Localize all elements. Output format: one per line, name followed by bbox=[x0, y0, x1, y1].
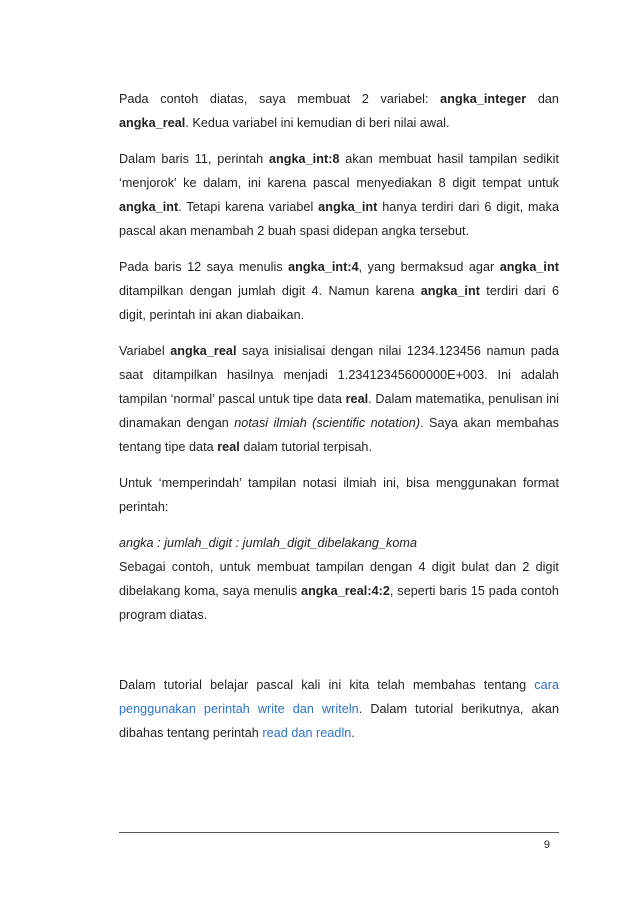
text-run: . Saya akan membahas tentang tipe data bbox=[119, 416, 560, 454]
text-run: saya inisialisai dengan nilai 1234.123456 namun pada saat ditampilkan hasilnya menjadi 1.23412345600000E+003. Ini adalah tampilan ‘normal’ pascal untuk tipe data bbox=[119, 344, 559, 406]
paragraph-line-11 bbox=[119, 147, 559, 243]
text-run: akan membuat hasil tampilan sedikit ‘menjorok’ ke dalam, ini karena pascal menyediakan 8 digit tempat untuk bbox=[119, 152, 559, 190]
document-body bbox=[119, 87, 559, 757]
code-term: angka_integer bbox=[440, 92, 527, 106]
text-run: Pada contoh diatas, saya membuat 2 variabel: bbox=[119, 92, 441, 106]
text-run: . Kedua variabel ini kemudian di beri nilai awal. bbox=[185, 116, 450, 130]
text-run: terdiri dari 6 digit, perintah ini akan diabaikan. bbox=[119, 284, 559, 322]
text-run: dalam tutorial terpisah. bbox=[239, 440, 372, 454]
code-term: angka_int bbox=[499, 260, 559, 274]
paragraph-format-syntax bbox=[119, 531, 559, 555]
text-run: dan bbox=[526, 92, 559, 106]
code-term: real bbox=[217, 440, 240, 454]
code-term: angka_real bbox=[170, 344, 237, 358]
text-run: Variabel bbox=[119, 344, 171, 358]
text-run: . Tetapi karena variabel bbox=[178, 200, 319, 214]
paragraph-variables bbox=[119, 87, 559, 135]
italic-term: notasi ilmiah (scientific notation) bbox=[234, 416, 421, 430]
code-term: angka_int bbox=[318, 200, 378, 214]
link-write-writeln[interactable]: cara penggunakan perintah write dan writeln bbox=[119, 678, 559, 716]
text-run: Pada baris 12 saya menulis bbox=[119, 260, 289, 274]
code-term: angka_int bbox=[420, 284, 480, 298]
code-term: angka_int bbox=[119, 200, 179, 214]
paragraph-closing bbox=[119, 673, 559, 745]
paragraph-real-variable bbox=[119, 339, 559, 459]
page-number: 9 bbox=[543, 839, 550, 851]
code-term: angka_int:4 bbox=[288, 260, 359, 274]
code-term: real bbox=[345, 392, 369, 406]
text-run: , yang bermaksud agar bbox=[358, 260, 500, 274]
link-read-readln[interactable]: read dan readln bbox=[262, 726, 352, 740]
format-syntax: angka : jumlah_digit : jumlah_digit_dibelakang_koma bbox=[119, 536, 417, 550]
code-term: angka_int:8 bbox=[268, 152, 340, 166]
text-run: ditampilkan dengan jumlah digit 4. Namun karena bbox=[119, 284, 421, 298]
paragraph-example bbox=[119, 555, 559, 627]
text-run: , seperti baris 15 pada contoh program diatas. bbox=[119, 584, 559, 622]
text-run: Untuk ‘memperindah’ tampilan notasi ilmiah ini, bisa menggunakan format perintah: bbox=[119, 476, 559, 514]
code-term: angka_real bbox=[119, 116, 186, 130]
text-run: Dalam tutorial belajar pascal kali ini kita telah membahas tentang bbox=[119, 678, 535, 692]
footer-divider bbox=[119, 832, 559, 833]
text-run: . bbox=[351, 726, 355, 740]
text-run: hanya terdiri dari 6 digit, maka pascal akan menambah 2 buah spasi didepan angka tersebut. bbox=[119, 200, 559, 238]
text-run: . Dalam matematika, penulisan ini dinamakan dengan bbox=[119, 392, 559, 430]
text-run: Dalam baris 11, perintah bbox=[119, 152, 269, 166]
section-spacer bbox=[119, 639, 559, 673]
text-run: Sebagai contoh, untuk membuat tampilan dengan 4 digit bulat dan 2 digit dibelakang koma, saya menulis bbox=[119, 560, 559, 598]
paragraph-line-12 bbox=[119, 255, 559, 327]
paragraph-format-intro bbox=[119, 471, 559, 519]
text-run: . Dalam tutorial berikutnya, akan dibahas tentang perintah bbox=[119, 702, 559, 740]
code-term: angka_real:4:2 bbox=[301, 584, 390, 598]
